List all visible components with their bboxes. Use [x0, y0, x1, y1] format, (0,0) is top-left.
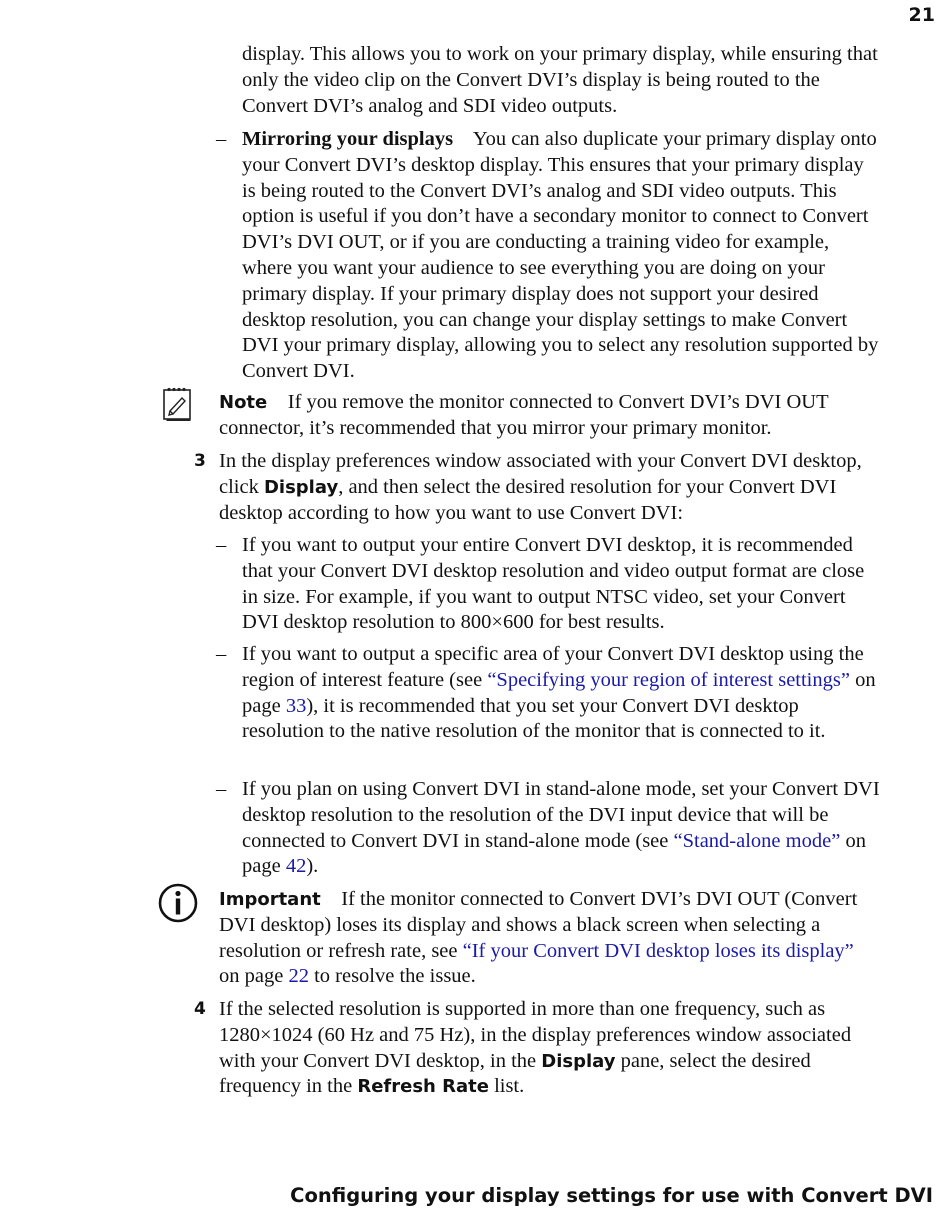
step-3-text-after: , and then select the desired resolution for your Convert DVI desktop according to how you want to use Convert DVI: — [219, 475, 837, 524]
page-33-link[interactable]: 33 — [285, 694, 307, 717]
step-4-text-after: list. — [488, 1075, 525, 1098]
bullet-dash: – — [216, 778, 227, 800]
important-label: Important — [219, 889, 321, 910]
bullet-2-text-before: If you want to output a specific area of your Convert DVI desktop using the region of interest feature (see — [242, 643, 864, 691]
refresh-rate-label: Refresh Rate — [357, 1076, 489, 1098]
page-number: 21 — [908, 4, 935, 26]
bullet-dash: – — [216, 128, 227, 150]
mirroring-title: Mirroring your displays — [242, 128, 454, 150]
bullet-3-text-before: If you plan on using Convert DVI in stand-alone mode, set your Convert DVI desktop resolution to the resolution of the DVI input device that will be connected to Convert DVI in stand-alone mode (see — [242, 778, 880, 852]
step-3-text-before: In the display preferences window associated with your Convert DVI desktop, click — [219, 450, 862, 498]
mirroring-text: You can also duplicate your primary display onto your Convert DVI’s desktop display. This ensures that your primary display is being routed to the Convert DVI’s analog and SDI video outputs. This option is useful if you don’t have a secondary monitor to connect to Convert DVI’s DVI OUT, or if you are conducting a training video for example, where you want your audience to see everything you are doing on your primary display. If your primary display does not support your desired desktop resolution, you can change your display settings to make Convert DVI your primary display, allowing you to select any resolution supported by Convert DVI. — [242, 128, 879, 383]
display-pane-label: Display — [541, 1050, 616, 1072]
bullet-2-on-page: on page — [242, 668, 876, 717]
bullet-dash: – — [216, 534, 227, 556]
bullet-2-text-after: ), it is recommended that you set your Convert DVI desktop resolution to the native resolution of the monitor that is connected to it. — [242, 694, 826, 743]
bullet-3-on-page: on page — [242, 829, 866, 878]
important-on-page: on page — [219, 965, 289, 988]
step-4-text — [219, 997, 879, 1100]
step-4-text-mid: pane, select the desired frequency in the — [219, 1049, 811, 1098]
note-label: Note — [219, 392, 268, 413]
bullet-3-text — [242, 777, 882, 880]
info-circle-icon — [158, 883, 198, 923]
bullet-dash: – — [216, 643, 227, 665]
page-42-link[interactable]: 42 — [285, 855, 307, 878]
step-4-text-before: If the selected resolution is supported in more than one frequency, such as 1280×1024 (60 Hz and 75 Hz), in the display preferences window associated with your Convert DVI desktop, in the — [219, 998, 852, 1072]
stand-alone-mode-link[interactable]: “Stand-alone mode” — [673, 829, 841, 852]
mirroring-paragraph — [242, 127, 882, 385]
step-3-text — [219, 449, 879, 526]
bullet-3-text-after: ). — [306, 855, 319, 878]
step-number: 4 — [194, 999, 206, 1019]
loses-display-link[interactable]: “If your Convert DVI desktop loses its display” — [462, 939, 854, 962]
important-text-before: If the monitor connected to Convert DVI’s DVI OUT (Convert DVI desktop) loses its display and shows a black screen when selecting a resolution or refresh rate, see — [219, 888, 858, 962]
bullet-1-text: If you want to output your entire Convert DVI desktop, it is recommended that your Convert DVI desktop resolution and video output format are close in size. For example, if you want to output NTSC video, set your Convert DVI desktop resolution to 800×600 for best results. — [242, 534, 865, 634]
notepad-pencil-icon — [161, 386, 193, 422]
important-text-after: to resolve the issue. — [308, 965, 476, 988]
page-footer: Configuring your display settings for use with Convert DVI — [290, 1184, 933, 1207]
note-paragraph — [219, 390, 879, 442]
page-22-link[interactable]: 22 — [288, 965, 309, 988]
note-text: If you remove the monitor connected to Convert DVI’s DVI OUT connector, it’s recommended that you mirror your primary monitor. — [219, 391, 829, 439]
bullet-2-text — [242, 642, 882, 745]
intro-text: display. This allows you to work on your primary display, while ensuring that only the video clip on the Convert DVI’s display is being routed to the Convert DVI’s analog and SDI video outputs. — [242, 43, 878, 117]
display-ui-label: Display — [263, 476, 339, 498]
important-paragraph — [219, 887, 879, 990]
region-of-interest-link[interactable]: “Specifying your region of interest settings” — [487, 668, 850, 691]
step-number: 3 — [194, 451, 206, 471]
